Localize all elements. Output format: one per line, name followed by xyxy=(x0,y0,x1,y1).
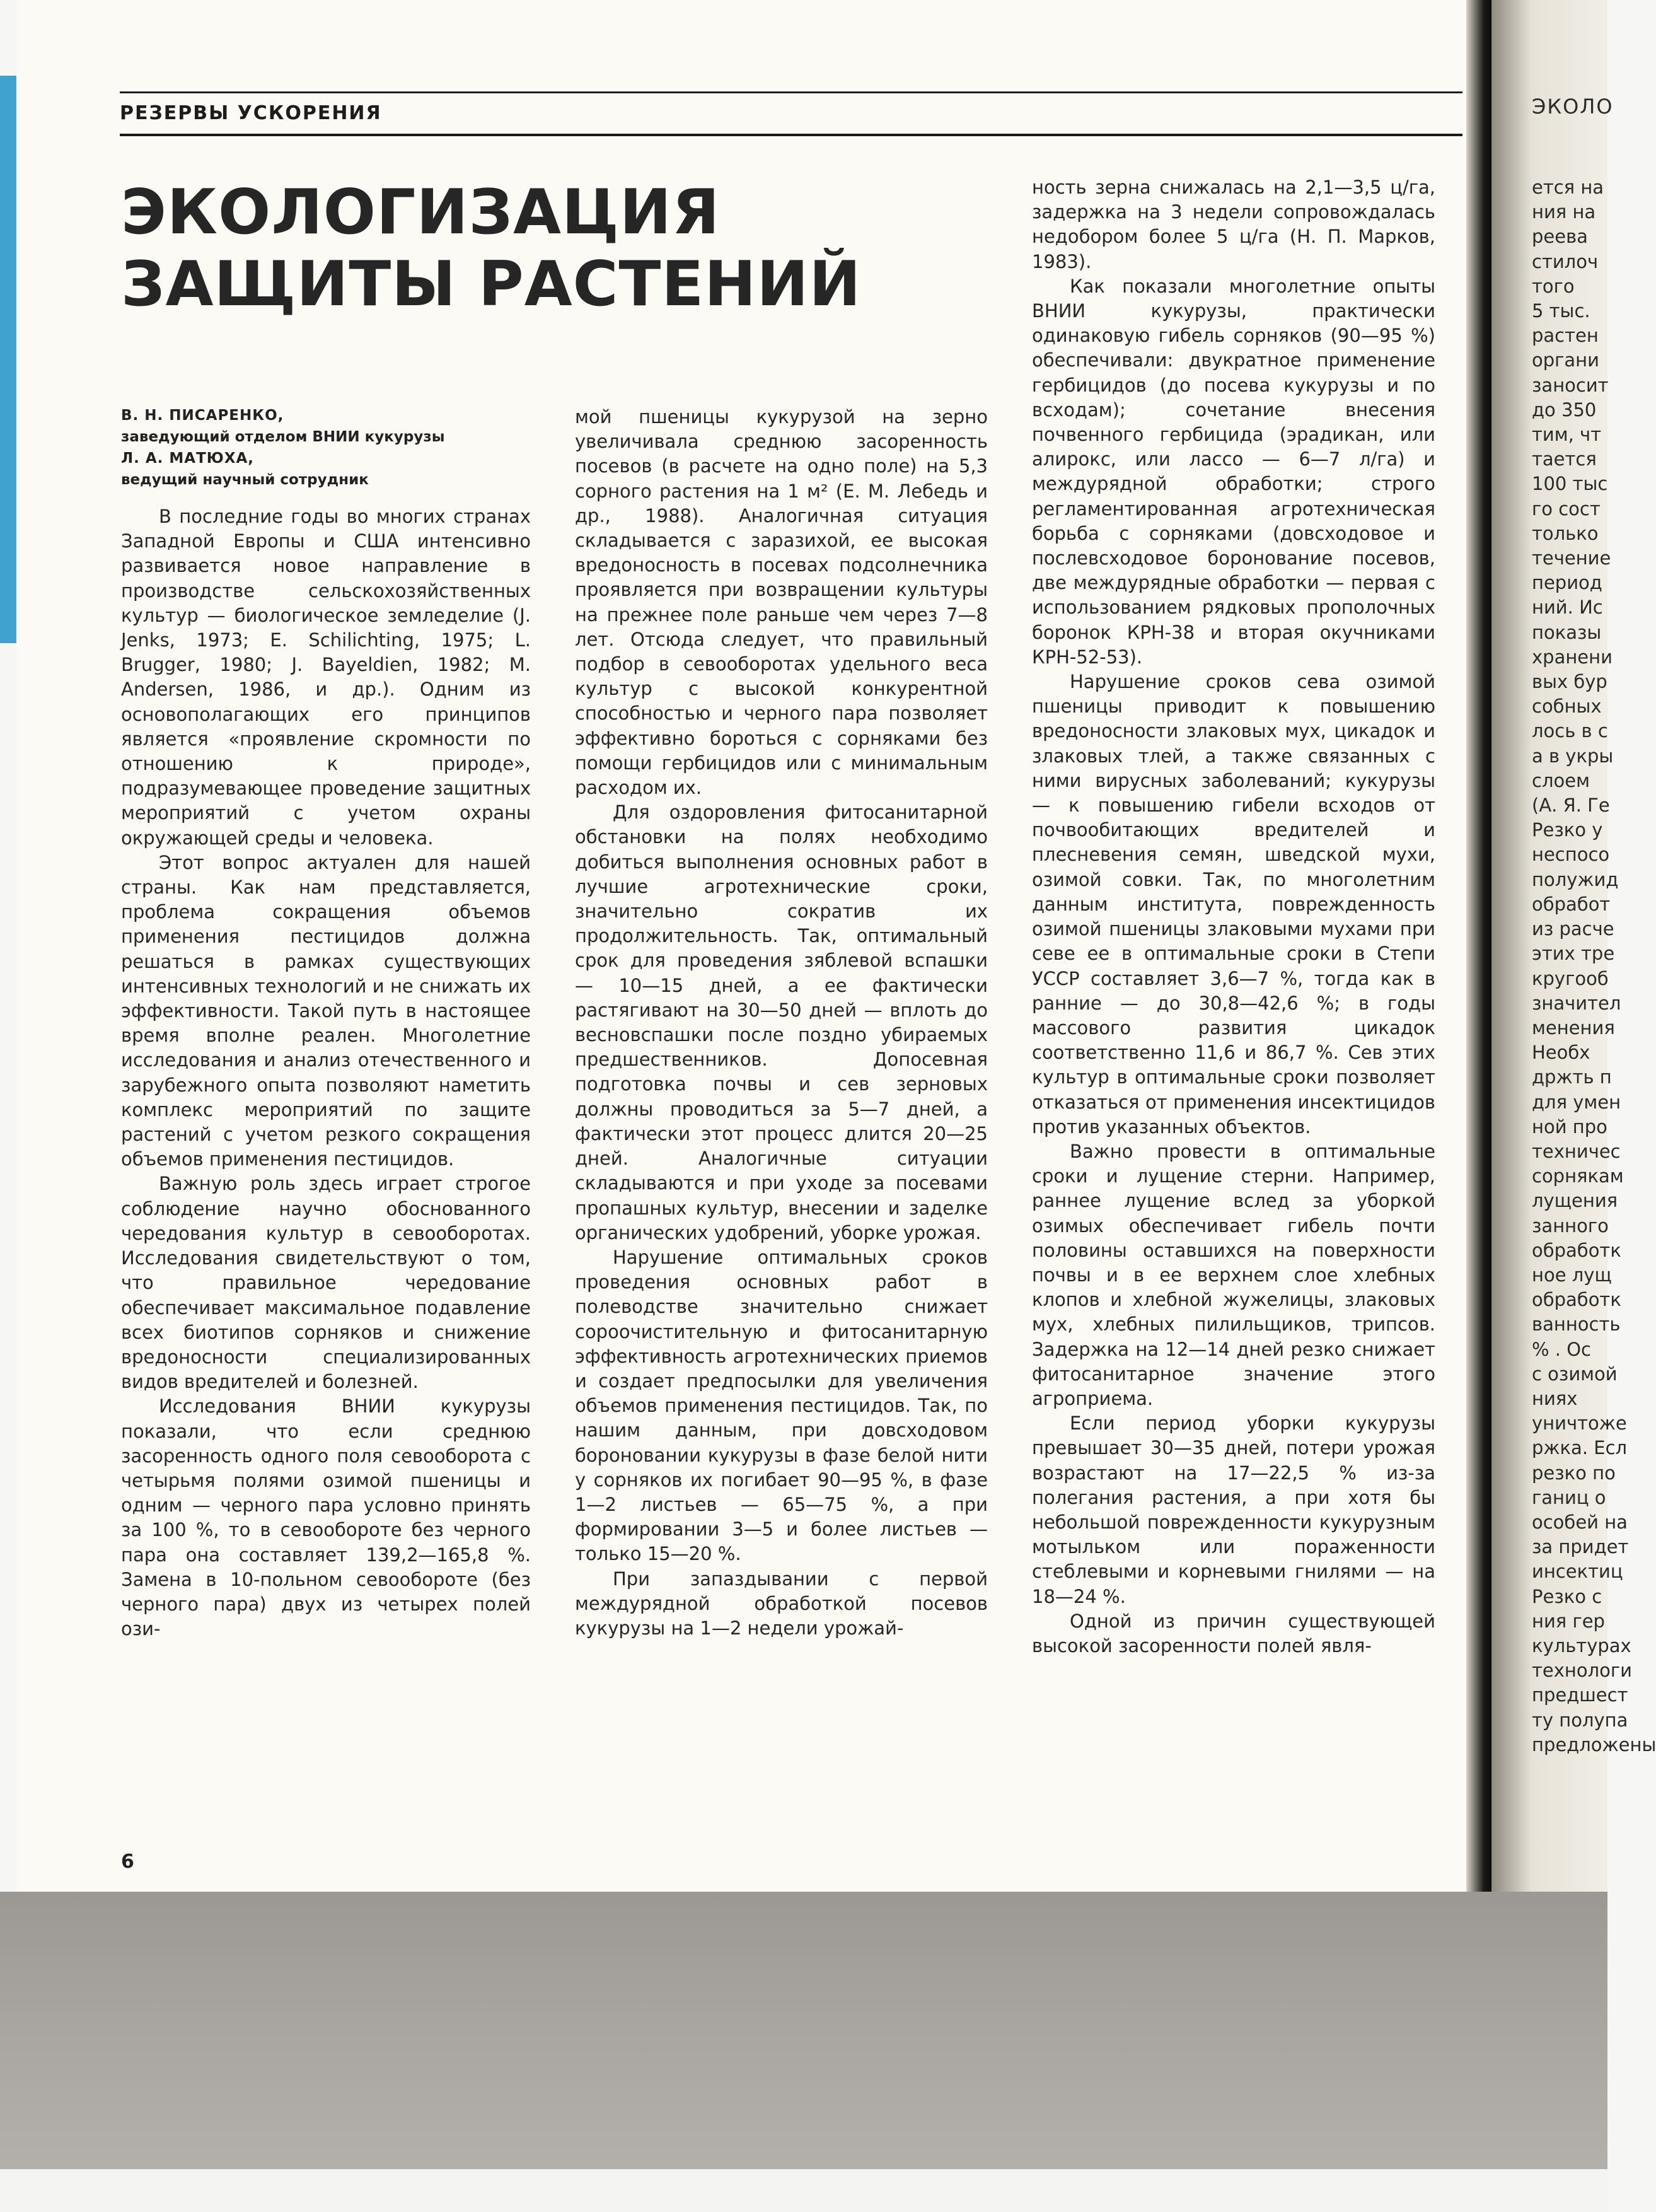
fragment-line: органи xyxy=(1532,349,1599,371)
fragment-line: течение xyxy=(1532,547,1611,569)
fragment-line: собных xyxy=(1532,696,1602,718)
text-column-2 xyxy=(575,405,988,1641)
article-title xyxy=(121,177,941,320)
fragment-line: ное лущ xyxy=(1532,1264,1612,1286)
next-page-text-fragment xyxy=(1532,175,1656,1757)
fragment-line: инсектиц xyxy=(1532,1561,1623,1583)
fragment-line: ния гер xyxy=(1532,1610,1605,1632)
fragment-line: того xyxy=(1532,275,1575,297)
paragraph: Если период уборки кукурузы превышает 30—35 дней, потери урожая возрастают на 17—22,5 % из-за полегания растения, а при хотя бы небольшой поврежденности кукурузным мотыльком или пораженности стеблевыми и корневыми гнилями — на 18—24 %. xyxy=(1032,1412,1435,1607)
fragment-line: сорнякам xyxy=(1532,1165,1624,1187)
fragment-line: лось в с xyxy=(1532,720,1608,742)
paragraph: Одной из причин существующей высокой засоренности полей явля- xyxy=(1032,1610,1435,1656)
fragment-line: технологи xyxy=(1532,1660,1632,1682)
fragment-line: ний. Ис xyxy=(1532,597,1603,619)
fragment-line: 100 тыс xyxy=(1532,473,1608,495)
fragment-line: предложены xyxy=(1532,1733,1656,1755)
fragment-line: резко по xyxy=(1532,1462,1616,1484)
fragment-line: стилоч xyxy=(1532,250,1599,272)
text-column-3 xyxy=(1032,175,1435,1658)
fragment-line: только xyxy=(1532,522,1599,544)
fragment-line: тается xyxy=(1532,448,1597,470)
paragraph: Нарушение оптимальных сроков проведения основных работ в полеводстве значительно снижает сороочистительную и фитосанитарную эффективность агротехнических приемов и создает предпосылки для увеличения объемов применения пестицидов. Так, по нашим данным, при довсходовом бороновании кукурузы в фазе белой нити у сорняков их погибает 90—95 %, в фазе 1—2 листьев — 65—75 %, а при формировании 3—5 и более листьев — только 15—20 %. xyxy=(575,1246,988,1565)
fragment-line: хранени xyxy=(1532,646,1613,668)
author-role: заведующий отделом ВНИИ кукурузы xyxy=(121,429,445,445)
fragment-line: % . Ос xyxy=(1532,1338,1591,1360)
fragment-line: ниях xyxy=(1532,1387,1578,1409)
scanner-bottom-margin xyxy=(0,2169,1607,2212)
paragraph: При запаздывании с первой междурядной обработкой посевов кукурузы на 1—2 недели урожай- xyxy=(575,1568,988,1639)
author-name: В. Н. ПИСАРЕНКО, xyxy=(121,407,284,424)
fragment-line: а в укры xyxy=(1532,745,1614,767)
fragment-line: ванность xyxy=(1532,1313,1621,1336)
fragment-line: вых бур xyxy=(1532,671,1607,693)
author-name: Л. А. МАТЮХА, xyxy=(121,450,255,467)
book-gutter-shadow xyxy=(1466,0,1491,1892)
paragraph: Для оздоровления фитосанитарной обстановки на полях необходимо добиться выполнения основных работ в лучшие агротехнические сроки, значительно сократив их продолжительность. Так, оптимальный срок для проведения зяблевой вспашки — 10—15 дней, а ее фактически растягивают на 30—50 дней — вплоть до весновспашки после поздно убираемых предшественников. Допосевная подготовка почвы и сев зерновых должны проводиться за 5—7 дней, а фактически этот процесс длится 20—25 дней. Аналогичные ситуации складываются и при уходе за посевами пропашных культур, внесении и заделке органических удобрений, уборке урожая. xyxy=(575,801,988,1243)
fragment-line: Резко с xyxy=(1532,1585,1602,1607)
fragment-line: культурах xyxy=(1532,1634,1631,1656)
fragment-line: лущения xyxy=(1532,1190,1618,1212)
fragment-line: 5 тыс. xyxy=(1532,300,1590,322)
paragraph: Важную роль здесь играет строгое соблюдение научно обоснованного чередования культур в севооборотах. Исследования свидетельствуют о том, что правильное чередование обеспечивает максимальное подавление всех биотипов сорняков и снижение вредоносности специализированных видов вредителей и болезней. xyxy=(121,1173,531,1393)
fragment-line: ганиц о xyxy=(1532,1486,1606,1508)
next-page-section-heading: ЭКОЛО xyxy=(1532,95,1614,119)
fragment-line: тим, чт xyxy=(1532,424,1602,446)
fragment-line: до 350 xyxy=(1532,399,1597,421)
fragment-line: обработк xyxy=(1532,1289,1621,1311)
title-line: ЭКОЛОГИЗАЦИЯ xyxy=(121,177,721,248)
paragraph: Этот вопрос актуален для нашей страны. Как нам представляется, проблема сокращения объемов применения пестицидов должна решаться в рамках существующих интенсивных технологий и не снижать их эффективности. Такой путь в настоящее время вполне реален. Многолетние исследования и анализ отечественного и зарубежного опыта позволяют наметить комплекс мероприятий по защите растений с учетом резкого сокращения объемов применения пестицидов. xyxy=(121,851,531,1170)
paragraph: Нарушение сроков сева озимой пшеницы приводит к повышению вредоносности злаковых мух, цикадок и злаковых тлей, а также связанных с ними вирусных заболеваний; кукурузы — к повышению гибели всходов от почвообитающих вредителей и плесневения семян, шведской мухи, озимой совки. Так, по многолетним данным института, поврежденность озимой пшеницы злаковыми мухами при севе ее в оптимальные сроки в Степи УССР составляет 3,6—7 %, тогда как в ранние — до 30,8—42,6 %; в годы массового развития цикадок соответственно 11,6 и 86,7 %. Сев этих культур в оптимальные сроки позволяет отказаться от применения инсектицидов против указанных объектов. xyxy=(1032,671,1435,1138)
fragment-line: ту полупа xyxy=(1532,1709,1628,1731)
fragment-line: особей на xyxy=(1532,1511,1628,1533)
fragment-line: ной про xyxy=(1532,1115,1607,1138)
fragment-line: из расче xyxy=(1532,918,1614,940)
fragment-line: показы xyxy=(1532,621,1602,643)
paragraph: В последние годы во многих странах Западной Европы и США интенсивно развивается новое направление в производстве сельскохозяйственных культур — биологическое земледелие (J. Jenks, 1973; E. Schilichting, 1975; L. Brugger, 1980; J. Bayeldien, 1982; M. Andersen, 1986, и др.). Одним из основополагающих его принципов является «проявление скромности по отношению к природе», подразумевающее проведение защитных мероприятий с учетом охраны окружающей среды и человека. xyxy=(121,506,531,849)
article-authors xyxy=(121,405,537,491)
fragment-line: обработ xyxy=(1532,893,1611,915)
paragraph: Как показали многолетние опыты ВНИИ кукурузы, практически одинаковую гибель сорняков (90—95 %) обеспечивали: двукратное применение гербицидов (до посева кукурузы и по всходам); сочетание внесения почвенного гербицида (эрадикан, или алирокс, или лассо — 6—7 л/га) и междурядной обработки; строго регламентированная агротехническая борьба с сорняками (довсходовое и послевсходовое боронование посевов, две междурядные обработки — первая с использованием рядковых прополочных боронок КРН-38 и вторая окучниками КРН-52-53). xyxy=(1032,275,1435,668)
fragment-line: ется на xyxy=(1532,177,1604,198)
fragment-line: заносит xyxy=(1532,374,1609,396)
fragment-line: држть п xyxy=(1532,1066,1612,1088)
page-number: 6 xyxy=(121,1851,134,1873)
fragment-line: Резко у xyxy=(1532,819,1603,841)
fragment-line: значител xyxy=(1532,992,1621,1014)
fragment-line: уничтоже xyxy=(1532,1412,1627,1435)
fragment-line: ния на xyxy=(1532,201,1596,223)
fragment-line: за придет xyxy=(1532,1536,1629,1558)
section-heading: РЕЗЕРВЫ УСКОРЕНИЯ xyxy=(120,102,382,124)
fragment-line: полужид xyxy=(1532,868,1619,890)
blue-edge-strip xyxy=(0,76,16,643)
fragment-line: с озимой xyxy=(1532,1363,1618,1385)
header-bottom-rule xyxy=(120,134,1462,136)
scanner-bottom-shadow xyxy=(0,1892,1607,2169)
fragment-line: техничес xyxy=(1532,1140,1621,1162)
fragment-line: менения xyxy=(1532,1016,1615,1039)
paragraph: ность зерна снижалась на 2,1—3,5 ц/га, задержка на 3 недели сопровождалась недобором более 5 ц/га (Н. П. Марков, 1983). xyxy=(1032,177,1435,272)
fragment-line: ржка. Есл xyxy=(1532,1437,1628,1459)
fragment-line: кругооб xyxy=(1532,967,1609,989)
paragraph: Важно провести в оптимальные сроки и лущение стерни. Например, раннее лущение вслед за уборкой озимых обеспечивает гибель почти половины оставшихся на поверхности почвы и в ее верхнем слое хлебных клопов и хлебной жужелицы, злаковых мух, хлебных пилильщиков, трипсов. Задержка на 12—14 дней резко снижает фитосанитарное значение этого агроприема. xyxy=(1032,1140,1435,1409)
fragment-line: занного xyxy=(1532,1214,1609,1237)
fragment-line: этих тре xyxy=(1532,943,1615,965)
fragment-line: обработк xyxy=(1532,1239,1621,1261)
author-role: ведущий научный сотрудник xyxy=(121,472,369,488)
fragment-line: Необх xyxy=(1532,1042,1590,1064)
paragraph: мой пшеницы кукурузой на зерно увеличивала среднюю засоренность посевов (в расчете на одно поле) на 5,3 сорного растения на 1 м² (Е. М. Лебедь и др., 1988). Аналогичная ситуация складывается с заразихой, ее высокая вредоносность в посевах подсолнечника проявляется при возвращении культуры на прежнее поле раньше чем через 7—8 лет. Отсюда следует, что правильный подбор в севооборотах удельного веса культур с высокой конкурентной способностью и черного пара позволяет эффективно бороться с сорняками без помощи гербицидов или с минимальным расходом их. xyxy=(575,406,988,799)
text-column-1 xyxy=(121,504,531,1641)
fragment-line: реева xyxy=(1532,226,1588,248)
header-top-rule xyxy=(120,91,1462,93)
fragment-line: (А. Я. Ге xyxy=(1532,795,1610,817)
fragment-line: слоем xyxy=(1532,769,1590,791)
paragraph: Исследования ВНИИ кукурузы показали, что если среднюю засоренность одного поля севооборота с четырьмя полями озимой пшеницы и одним — черного пара условно принять за 100 %, то в севообороте без черного пара она составляет 139,2—165,8 %. Замена в 10-польном севообороте (без черного пара) двух из четырех полей ози- xyxy=(121,1395,531,1640)
fragment-line: предшест xyxy=(1532,1684,1628,1706)
fragment-line: период xyxy=(1532,572,1602,594)
fragment-line: го сост xyxy=(1532,498,1601,520)
fragment-line: неспосо xyxy=(1532,844,1610,866)
title-line: ЗАЩИТЫ РАСТЕНИЙ xyxy=(121,248,862,320)
fragment-line: для умен xyxy=(1532,1091,1621,1113)
fragment-line: растен xyxy=(1532,325,1599,347)
